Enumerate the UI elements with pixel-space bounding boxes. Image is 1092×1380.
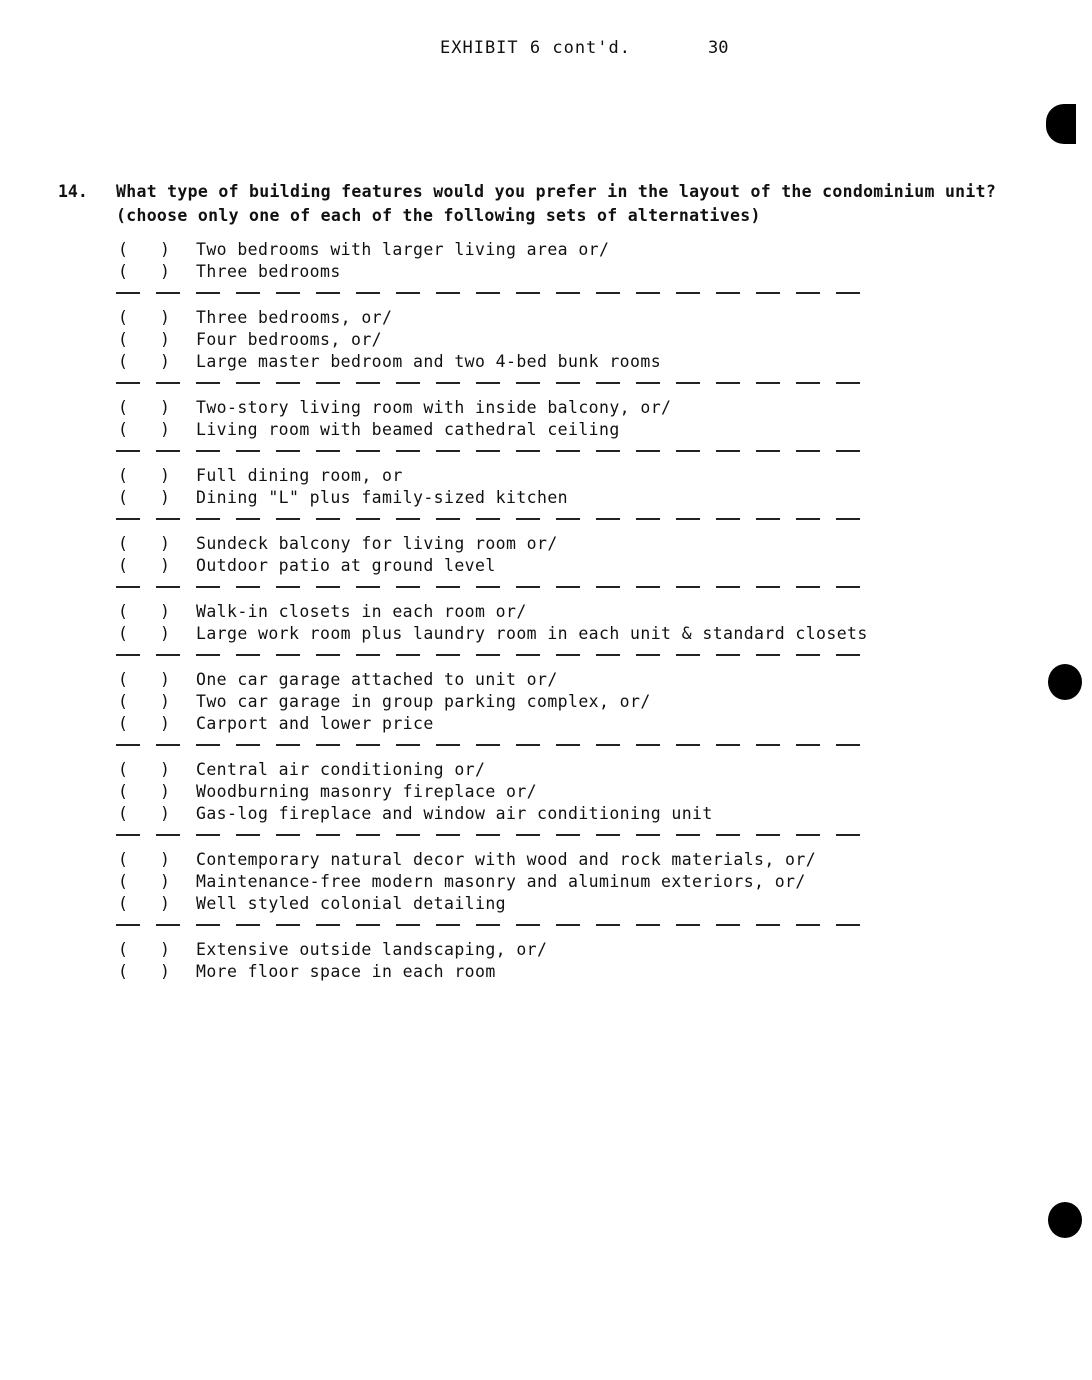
checkbox-close-paren[interactable]: ) (160, 556, 171, 575)
option-label: More floor space in each room (196, 962, 496, 981)
checkbox-close-paren[interactable]: ) (160, 624, 171, 643)
alternative-set (0, 398, 1092, 442)
checkbox-open-paren[interactable]: ( (118, 466, 129, 485)
checkbox-open-paren[interactable]: ( (118, 940, 129, 959)
option-label: Three bedrooms (196, 262, 341, 281)
checkbox-close-paren[interactable]: ) (160, 670, 171, 689)
checkbox-close-paren[interactable]: ) (160, 850, 171, 869)
option-row[interactable] (0, 398, 1092, 420)
checkbox-close-paren[interactable]: ) (160, 872, 171, 891)
option-label: Gas-log fireplace and window air conditioning unit (196, 804, 713, 823)
checkbox-open-paren[interactable]: ( (118, 308, 129, 327)
option-row[interactable] (0, 670, 1092, 692)
option-label: Living room with beamed cathedral ceiling (196, 420, 620, 439)
checkbox-open-paren[interactable]: ( (118, 714, 129, 733)
option-row[interactable] (0, 420, 1092, 442)
dashed-separator (116, 450, 866, 452)
checkbox-close-paren[interactable]: ) (160, 714, 171, 733)
checkbox-close-paren[interactable]: ) (160, 420, 171, 439)
option-row[interactable] (0, 240, 1092, 262)
checkbox-open-paren[interactable]: ( (118, 670, 129, 689)
checkbox-open-paren[interactable]: ( (118, 352, 129, 371)
option-row[interactable] (0, 308, 1092, 330)
option-label: Walk-in closets in each room or/ (196, 602, 527, 621)
checkbox-open-paren[interactable]: ( (118, 602, 129, 621)
option-label: Large work room plus laundry room in each unit & standard closets (196, 624, 868, 643)
checkbox-close-paren[interactable]: ) (160, 962, 171, 981)
page-header (0, 38, 1092, 62)
alternative-set (0, 940, 1092, 984)
option-label: Well styled colonial detailing (196, 894, 507, 913)
checkbox-open-paren[interactable]: ( (118, 872, 129, 891)
checkbox-close-paren[interactable]: ) (160, 782, 171, 801)
question-number: 14. (58, 182, 88, 201)
dashed-separator (116, 382, 866, 384)
checkbox-close-paren[interactable]: ) (160, 488, 171, 507)
dashed-separator (116, 292, 866, 294)
option-label: Three bedrooms, or/ (196, 308, 393, 327)
option-row[interactable] (0, 466, 1092, 488)
alternative-set (0, 760, 1092, 826)
checkbox-open-paren[interactable]: ( (118, 556, 129, 575)
checkbox-open-paren[interactable]: ( (118, 782, 129, 801)
checkbox-close-paren[interactable]: ) (160, 330, 171, 349)
dashed-separator (116, 924, 866, 926)
option-label: Extensive outside landscaping, or/ (196, 940, 548, 959)
option-label: Two-story living room with inside balcony, or/ (196, 398, 672, 417)
page-number: 30 (708, 38, 729, 58)
checkbox-open-paren[interactable]: ( (118, 760, 129, 779)
option-label: One car garage attached to unit or/ (196, 670, 558, 689)
checkbox-close-paren[interactable]: ) (160, 308, 171, 327)
alternative-sets (0, 240, 1092, 984)
option-label: Contemporary natural decor with wood and rock materials, or/ (196, 850, 817, 869)
option-label: Carport and lower price (196, 714, 434, 733)
exhibit-title: EXHIBIT 6 cont'd. (440, 38, 631, 58)
checkbox-open-paren[interactable]: ( (118, 962, 129, 981)
option-label: Outdoor patio at ground level (196, 556, 496, 575)
option-label: Two car garage in group parking complex, or/ (196, 692, 651, 711)
checkbox-close-paren[interactable]: ) (160, 602, 171, 621)
checkbox-open-paren[interactable]: ( (118, 420, 129, 439)
dashed-separator (116, 654, 866, 656)
option-label: Four bedrooms, or/ (196, 330, 383, 349)
option-row[interactable] (0, 602, 1092, 624)
option-label: Large master bedroom and two 4-bed bunk rooms (196, 352, 662, 371)
option-row[interactable] (0, 534, 1092, 556)
option-row[interactable] (0, 962, 1092, 984)
checkbox-open-paren[interactable]: ( (118, 534, 129, 553)
checkbox-close-paren[interactable]: ) (160, 466, 171, 485)
option-row[interactable] (0, 692, 1092, 714)
option-row[interactable] (0, 714, 1092, 736)
alternative-set (0, 850, 1092, 916)
punch-hole-bottom (1048, 1202, 1082, 1238)
checkbox-close-paren[interactable]: ) (160, 804, 171, 823)
checkbox-close-paren[interactable]: ) (160, 398, 171, 417)
dashed-separator (116, 586, 866, 588)
dashed-separator (116, 744, 866, 746)
checkbox-close-paren[interactable]: ) (160, 534, 171, 553)
alternative-set (0, 466, 1092, 510)
checkbox-open-paren[interactable]: ( (118, 692, 129, 711)
option-label: Dining "L" plus family-sized kitchen (196, 488, 569, 507)
option-label: Two bedrooms with larger living area or/ (196, 240, 610, 259)
option-label: Sundeck balcony for living room or/ (196, 534, 558, 553)
option-row[interactable] (0, 352, 1092, 374)
alternative-set (0, 602, 1092, 646)
alternative-set (0, 240, 1092, 284)
option-row[interactable] (0, 940, 1092, 962)
option-row[interactable] (0, 872, 1092, 894)
option-row[interactable] (0, 850, 1092, 872)
checkbox-open-paren[interactable]: ( (118, 240, 129, 259)
option-label: Central air conditioning or/ (196, 760, 486, 779)
checkbox-open-paren[interactable]: ( (118, 804, 129, 823)
checkbox-open-paren[interactable]: ( (118, 624, 129, 643)
question-text: What type of building features would you prefer in the layout of the condominium unit? (choose only one of each of the following sets of alternatives) (116, 182, 997, 225)
checkbox-close-paren[interactable]: ) (160, 352, 171, 371)
checkbox-close-paren[interactable]: ) (160, 760, 171, 779)
checkbox-close-paren[interactable]: ) (160, 240, 171, 259)
option-row[interactable] (0, 894, 1092, 916)
checkbox-close-paren[interactable]: ) (160, 940, 171, 959)
option-row[interactable] (0, 804, 1092, 826)
checkbox-close-paren[interactable]: ) (160, 262, 171, 281)
checkbox-open-paren[interactable]: ( (118, 850, 129, 869)
checkbox-close-paren[interactable]: ) (160, 894, 171, 913)
checkbox-open-paren[interactable]: ( (118, 894, 129, 913)
dashed-separator (116, 518, 866, 520)
alternative-set (0, 670, 1092, 736)
checkbox-open-paren[interactable]: ( (118, 330, 129, 349)
option-row[interactable] (0, 782, 1092, 804)
punch-hole-top (1046, 104, 1076, 144)
option-row[interactable] (0, 262, 1092, 284)
option-row[interactable] (0, 330, 1092, 352)
option-label: Full dining room, or (196, 466, 403, 485)
dashed-separator (116, 834, 866, 836)
checkbox-close-paren[interactable]: ) (160, 692, 171, 711)
checkbox-open-paren[interactable]: ( (118, 488, 129, 507)
option-row[interactable] (0, 556, 1092, 578)
option-label: Maintenance-free modern masonry and aluminum exteriors, or/ (196, 872, 806, 891)
option-row[interactable] (0, 488, 1092, 510)
checkbox-open-paren[interactable]: ( (118, 262, 129, 281)
alternative-set (0, 534, 1092, 578)
alternative-set (0, 308, 1092, 374)
option-row[interactable] (0, 760, 1092, 782)
checkbox-open-paren[interactable]: ( (118, 398, 129, 417)
option-row[interactable] (0, 624, 1092, 646)
option-label: Woodburning masonry fireplace or/ (196, 782, 538, 801)
